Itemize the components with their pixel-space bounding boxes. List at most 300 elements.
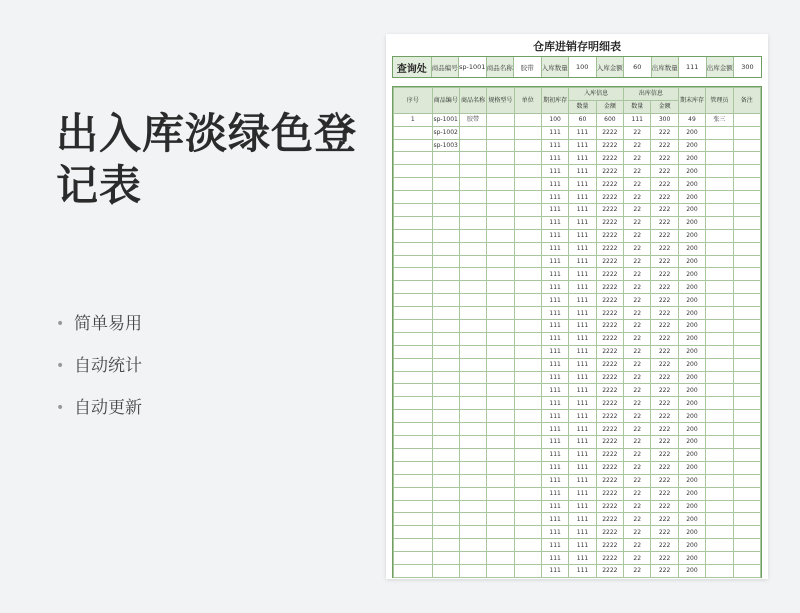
table-cell[interactable]: 222 [651, 436, 678, 449]
table-cell[interactable]: 200 [678, 539, 705, 552]
table-cell[interactable] [733, 371, 761, 384]
table-cell[interactable]: 200 [678, 423, 705, 436]
table-cell[interactable] [394, 513, 433, 526]
table-cell[interactable] [459, 448, 486, 461]
table-cell[interactable]: 111 [569, 448, 596, 461]
table-cell[interactable] [733, 268, 761, 281]
table-cell[interactable]: 111 [569, 216, 596, 229]
table-cell[interactable] [487, 526, 514, 539]
table-cell[interactable] [733, 139, 761, 152]
table-cell[interactable]: 22 [624, 500, 651, 513]
table-cell[interactable]: 22 [624, 178, 651, 191]
table-cell[interactable]: 22 [624, 216, 651, 229]
table-cell[interactable] [514, 552, 541, 565]
table-cell[interactable] [514, 513, 541, 526]
table-cell[interactable]: 222 [651, 191, 678, 204]
table-cell[interactable]: 111 [569, 345, 596, 358]
table-cell[interactable]: 111 [569, 397, 596, 410]
table-cell[interactable]: 222 [651, 461, 678, 474]
table-cell[interactable]: 22 [624, 345, 651, 358]
table-cell[interactable]: 2222 [596, 436, 623, 449]
table-cell[interactable] [487, 178, 514, 191]
table-cell[interactable] [459, 371, 486, 384]
table-cell[interactable] [459, 474, 486, 487]
table-cell[interactable] [706, 539, 733, 552]
table-cell[interactable] [514, 242, 541, 255]
table-cell[interactable] [733, 281, 761, 294]
table-cell[interactable] [733, 242, 761, 255]
table-cell[interactable] [733, 397, 761, 410]
table-cell[interactable]: 111 [569, 268, 596, 281]
table-cell[interactable] [733, 436, 761, 449]
table-cell[interactable] [487, 191, 514, 204]
table-cell[interactable] [514, 165, 541, 178]
table-cell[interactable] [733, 113, 761, 126]
table-cell[interactable] [706, 320, 733, 333]
table-cell[interactable]: 200 [678, 294, 705, 307]
table-cell[interactable] [432, 410, 459, 423]
table-cell[interactable]: 22 [624, 294, 651, 307]
table-cell[interactable] [487, 126, 514, 139]
table-cell[interactable]: 200 [678, 191, 705, 204]
table-cell[interactable] [514, 229, 541, 242]
table-cell[interactable]: 111 [541, 436, 568, 449]
table-cell[interactable] [394, 255, 433, 268]
table-cell[interactable] [706, 139, 733, 152]
table-cell[interactable]: 222 [651, 345, 678, 358]
table-cell[interactable] [432, 461, 459, 474]
table-cell[interactable] [487, 255, 514, 268]
table-cell[interactable]: 111 [541, 410, 568, 423]
table-cell[interactable] [459, 345, 486, 358]
table-cell[interactable]: 111 [541, 448, 568, 461]
table-cell[interactable]: 222 [651, 281, 678, 294]
table-cell[interactable] [487, 500, 514, 513]
table-cell[interactable] [733, 204, 761, 217]
table-cell[interactable] [459, 423, 486, 436]
table-cell[interactable]: 200 [678, 448, 705, 461]
table-cell[interactable]: 200 [678, 281, 705, 294]
table-cell[interactable]: 200 [678, 474, 705, 487]
table-cell[interactable] [733, 526, 761, 539]
table-cell[interactable]: 222 [651, 165, 678, 178]
table-cell[interactable] [487, 152, 514, 165]
table-cell[interactable] [514, 139, 541, 152]
table-cell[interactable] [459, 513, 486, 526]
table-cell[interactable] [432, 526, 459, 539]
table-cell[interactable] [514, 204, 541, 217]
table-cell[interactable]: 111 [541, 332, 568, 345]
table-cell[interactable] [459, 500, 486, 513]
table-cell[interactable]: 111 [541, 371, 568, 384]
table-cell[interactable] [394, 423, 433, 436]
table-cell[interactable] [487, 397, 514, 410]
table-cell[interactable] [733, 384, 761, 397]
query-field-value[interactable]: 60 [624, 57, 652, 77]
table-cell[interactable]: 111 [569, 242, 596, 255]
table-cell[interactable]: 2222 [596, 126, 623, 139]
table-cell[interactable]: 111 [541, 474, 568, 487]
table-cell[interactable] [394, 307, 433, 320]
table-cell[interactable] [459, 358, 486, 371]
table-cell[interactable]: 111 [541, 216, 568, 229]
table-cell[interactable] [432, 371, 459, 384]
table-cell[interactable]: 111 [541, 178, 568, 191]
table-cell[interactable] [459, 204, 486, 217]
table-cell[interactable] [706, 397, 733, 410]
table-cell[interactable] [394, 191, 433, 204]
table-cell[interactable] [459, 191, 486, 204]
table-cell[interactable] [459, 307, 486, 320]
table-cell[interactable] [432, 216, 459, 229]
table-cell[interactable]: 2222 [596, 487, 623, 500]
table-cell[interactable] [733, 474, 761, 487]
table-cell[interactable]: 22 [624, 268, 651, 281]
table-cell[interactable] [733, 152, 761, 165]
table-cell[interactable] [706, 564, 733, 577]
table-cell[interactable] [394, 242, 433, 255]
table-cell[interactable] [459, 384, 486, 397]
table-cell[interactable] [514, 126, 541, 139]
table-cell[interactable] [733, 500, 761, 513]
table-cell[interactable]: 200 [678, 436, 705, 449]
table-cell[interactable]: 22 [624, 165, 651, 178]
table-cell[interactable]: 22 [624, 423, 651, 436]
table-cell[interactable]: 111 [541, 564, 568, 577]
table-cell[interactable]: 300 [651, 113, 678, 126]
table-cell[interactable]: 222 [651, 332, 678, 345]
table-cell[interactable]: 111 [541, 539, 568, 552]
table-cell[interactable]: 200 [678, 268, 705, 281]
table-cell[interactable] [394, 448, 433, 461]
table-cell[interactable] [706, 423, 733, 436]
table-cell[interactable]: 2222 [596, 410, 623, 423]
table-cell[interactable] [487, 371, 514, 384]
table-cell[interactable] [459, 564, 486, 577]
table-cell[interactable]: 22 [624, 384, 651, 397]
table-cell[interactable]: 111 [541, 191, 568, 204]
table-cell[interactable] [733, 513, 761, 526]
table-cell[interactable] [432, 242, 459, 255]
table-cell[interactable]: 2222 [596, 191, 623, 204]
table-cell[interactable] [432, 320, 459, 333]
table-cell[interactable]: 111 [541, 487, 568, 500]
table-cell[interactable] [432, 474, 459, 487]
table-cell[interactable] [487, 358, 514, 371]
table-cell[interactable]: 200 [678, 564, 705, 577]
table-cell[interactable]: 2222 [596, 384, 623, 397]
table-cell[interactable] [706, 216, 733, 229]
table-cell[interactable] [706, 487, 733, 500]
table-cell[interactable]: 2222 [596, 242, 623, 255]
table-cell[interactable]: 200 [678, 397, 705, 410]
table-cell[interactable] [706, 436, 733, 449]
table-cell[interactable]: 22 [624, 526, 651, 539]
table-cell[interactable]: 2222 [596, 268, 623, 281]
table-cell[interactable] [733, 423, 761, 436]
table-cell[interactable]: 222 [651, 564, 678, 577]
table-cell[interactable] [733, 564, 761, 577]
table-cell[interactable] [706, 294, 733, 307]
table-cell[interactable]: 111 [569, 320, 596, 333]
table-cell[interactable] [514, 384, 541, 397]
table-cell[interactable] [733, 345, 761, 358]
table-cell[interactable] [514, 268, 541, 281]
table-cell[interactable] [459, 255, 486, 268]
table-cell[interactable] [459, 487, 486, 500]
table-cell[interactable] [487, 229, 514, 242]
table-cell[interactable]: 200 [678, 461, 705, 474]
table-cell[interactable]: sp-1001 [432, 113, 459, 126]
table-cell[interactable]: 2222 [596, 320, 623, 333]
table-cell[interactable] [514, 113, 541, 126]
table-cell[interactable] [487, 552, 514, 565]
table-cell[interactable] [394, 216, 433, 229]
table-cell[interactable]: 2222 [596, 307, 623, 320]
table-cell[interactable]: 111 [569, 191, 596, 204]
table-cell[interactable] [706, 307, 733, 320]
table-cell[interactable]: 2222 [596, 345, 623, 358]
table-cell[interactable] [706, 500, 733, 513]
table-cell[interactable] [432, 204, 459, 217]
table-cell[interactable] [514, 178, 541, 191]
table-cell[interactable]: 111 [541, 242, 568, 255]
table-cell[interactable]: 222 [651, 320, 678, 333]
table-cell[interactable]: 111 [541, 255, 568, 268]
table-cell[interactable] [733, 229, 761, 242]
table-cell[interactable] [459, 552, 486, 565]
table-cell[interactable]: 200 [678, 242, 705, 255]
table-cell[interactable] [487, 423, 514, 436]
table-cell[interactable] [706, 191, 733, 204]
table-cell[interactable]: 111 [569, 358, 596, 371]
table-cell[interactable] [733, 178, 761, 191]
table-cell[interactable]: 600 [596, 113, 623, 126]
table-cell[interactable] [514, 216, 541, 229]
table-cell[interactable] [394, 320, 433, 333]
table-cell[interactable] [459, 165, 486, 178]
table-cell[interactable]: 111 [569, 564, 596, 577]
table-cell[interactable]: 111 [541, 320, 568, 333]
table-cell[interactable]: 111 [541, 345, 568, 358]
table-cell[interactable] [706, 178, 733, 191]
query-field-value[interactable]: 111 [679, 57, 707, 77]
table-cell[interactable]: 111 [541, 397, 568, 410]
table-cell[interactable] [459, 281, 486, 294]
table-cell[interactable] [394, 397, 433, 410]
table-cell[interactable] [394, 564, 433, 577]
table-cell[interactable]: 222 [651, 500, 678, 513]
table-cell[interactable]: 111 [569, 294, 596, 307]
table-cell[interactable] [514, 152, 541, 165]
table-cell[interactable] [459, 242, 486, 255]
table-cell[interactable]: 222 [651, 139, 678, 152]
table-cell[interactable]: 22 [624, 436, 651, 449]
table-cell[interactable] [487, 345, 514, 358]
table-cell[interactable]: 222 [651, 229, 678, 242]
table-cell[interactable]: 2222 [596, 332, 623, 345]
table-cell[interactable] [394, 152, 433, 165]
table-cell[interactable]: 200 [678, 332, 705, 345]
table-cell[interactable] [514, 474, 541, 487]
table-cell[interactable] [459, 461, 486, 474]
table-cell[interactable]: 222 [651, 552, 678, 565]
table-cell[interactable]: 222 [651, 268, 678, 281]
table-cell[interactable] [459, 320, 486, 333]
table-cell[interactable] [459, 216, 486, 229]
table-cell[interactable]: 111 [569, 461, 596, 474]
table-cell[interactable] [432, 358, 459, 371]
table-cell[interactable] [432, 152, 459, 165]
table-cell[interactable]: 22 [624, 204, 651, 217]
table-cell[interactable]: 22 [624, 461, 651, 474]
table-cell[interactable]: 111 [624, 113, 651, 126]
table-cell[interactable] [706, 242, 733, 255]
table-cell[interactable]: 222 [651, 216, 678, 229]
table-cell[interactable]: 222 [651, 178, 678, 191]
table-cell[interactable]: 111 [569, 229, 596, 242]
table-cell[interactable] [706, 229, 733, 242]
table-cell[interactable] [514, 423, 541, 436]
table-cell[interactable] [394, 474, 433, 487]
table-cell[interactable] [487, 139, 514, 152]
table-cell[interactable]: 22 [624, 487, 651, 500]
table-cell[interactable]: 2222 [596, 513, 623, 526]
table-cell[interactable]: 22 [624, 397, 651, 410]
table-cell[interactable]: 111 [541, 281, 568, 294]
table-cell[interactable]: 222 [651, 513, 678, 526]
table-cell[interactable]: 22 [624, 474, 651, 487]
table-cell[interactable] [487, 436, 514, 449]
table-cell[interactable]: 2222 [596, 371, 623, 384]
table-cell[interactable]: 200 [678, 513, 705, 526]
table-cell[interactable] [432, 307, 459, 320]
table-cell[interactable] [514, 281, 541, 294]
table-cell[interactable]: 22 [624, 152, 651, 165]
table-cell[interactable] [733, 358, 761, 371]
table-cell[interactable] [514, 539, 541, 552]
table-cell[interactable] [459, 397, 486, 410]
query-field-value[interactable]: 胶带 [514, 57, 542, 77]
table-cell[interactable]: 222 [651, 474, 678, 487]
table-cell[interactable] [394, 345, 433, 358]
table-cell[interactable] [432, 487, 459, 500]
table-cell[interactable] [514, 320, 541, 333]
table-cell[interactable]: 111 [541, 139, 568, 152]
table-cell[interactable] [706, 126, 733, 139]
table-cell[interactable]: 222 [651, 384, 678, 397]
table-cell[interactable] [706, 448, 733, 461]
table-cell[interactable] [514, 191, 541, 204]
table-cell[interactable]: 200 [678, 216, 705, 229]
table-cell[interactable] [487, 564, 514, 577]
table-cell[interactable]: 222 [651, 539, 678, 552]
table-cell[interactable] [459, 332, 486, 345]
table-cell[interactable]: sp-1003 [432, 139, 459, 152]
table-cell[interactable]: 2222 [596, 178, 623, 191]
table-cell[interactable]: 111 [569, 307, 596, 320]
table-cell[interactable]: 111 [569, 384, 596, 397]
table-cell[interactable] [432, 165, 459, 178]
table-cell[interactable] [514, 448, 541, 461]
table-cell[interactable]: 2222 [596, 152, 623, 165]
table-cell[interactable] [487, 474, 514, 487]
table-cell[interactable]: 111 [541, 513, 568, 526]
table-cell[interactable] [432, 448, 459, 461]
table-cell[interactable] [394, 358, 433, 371]
table-cell[interactable]: 111 [569, 436, 596, 449]
table-cell[interactable] [459, 229, 486, 242]
table-cell[interactable]: 111 [569, 423, 596, 436]
table-cell[interactable]: 2222 [596, 500, 623, 513]
table-cell[interactable]: 111 [569, 126, 596, 139]
table-cell[interactable]: 2222 [596, 552, 623, 565]
table-cell[interactable] [514, 294, 541, 307]
table-cell[interactable] [432, 178, 459, 191]
table-cell[interactable]: 111 [569, 152, 596, 165]
table-cell[interactable]: 2222 [596, 165, 623, 178]
table-cell[interactable] [514, 410, 541, 423]
table-cell[interactable] [394, 410, 433, 423]
table-cell[interactable] [706, 152, 733, 165]
table-cell[interactable] [487, 281, 514, 294]
table-cell[interactable]: 111 [541, 204, 568, 217]
table-cell[interactable]: 111 [569, 539, 596, 552]
table-cell[interactable] [394, 178, 433, 191]
table-cell[interactable] [487, 204, 514, 217]
table-cell[interactable] [394, 461, 433, 474]
table-cell[interactable] [514, 436, 541, 449]
table-cell[interactable] [733, 410, 761, 423]
table-cell[interactable] [514, 461, 541, 474]
table-cell[interactable]: 22 [624, 448, 651, 461]
table-cell[interactable] [394, 487, 433, 500]
table-cell[interactable]: 222 [651, 448, 678, 461]
table-cell[interactable] [432, 229, 459, 242]
table-cell[interactable]: 22 [624, 307, 651, 320]
table-cell[interactable] [706, 332, 733, 345]
table-cell[interactable]: 2222 [596, 423, 623, 436]
table-cell[interactable] [432, 397, 459, 410]
table-cell[interactable] [432, 281, 459, 294]
table-cell[interactable] [394, 552, 433, 565]
table-cell[interactable] [706, 552, 733, 565]
table-cell[interactable]: 222 [651, 487, 678, 500]
table-cell[interactable] [733, 552, 761, 565]
table-cell[interactable]: 111 [541, 461, 568, 474]
table-cell[interactable]: 111 [569, 371, 596, 384]
table-cell[interactable]: 22 [624, 255, 651, 268]
table-cell[interactable] [706, 513, 733, 526]
table-cell[interactable] [459, 436, 486, 449]
table-cell[interactable]: 222 [651, 397, 678, 410]
table-cell[interactable] [432, 384, 459, 397]
table-cell[interactable] [432, 564, 459, 577]
table-cell[interactable] [459, 268, 486, 281]
table-cell[interactable] [394, 436, 433, 449]
table-cell[interactable] [394, 332, 433, 345]
table-cell[interactable] [733, 320, 761, 333]
table-cell[interactable]: 111 [569, 410, 596, 423]
table-cell[interactable] [487, 410, 514, 423]
table-cell[interactable]: 2222 [596, 255, 623, 268]
table-cell[interactable] [733, 448, 761, 461]
table-cell[interactable]: 111 [541, 229, 568, 242]
table-cell[interactable]: 22 [624, 139, 651, 152]
query-field-value[interactable]: sp-1001 [459, 57, 487, 77]
table-cell[interactable]: 22 [624, 371, 651, 384]
table-cell[interactable] [432, 294, 459, 307]
